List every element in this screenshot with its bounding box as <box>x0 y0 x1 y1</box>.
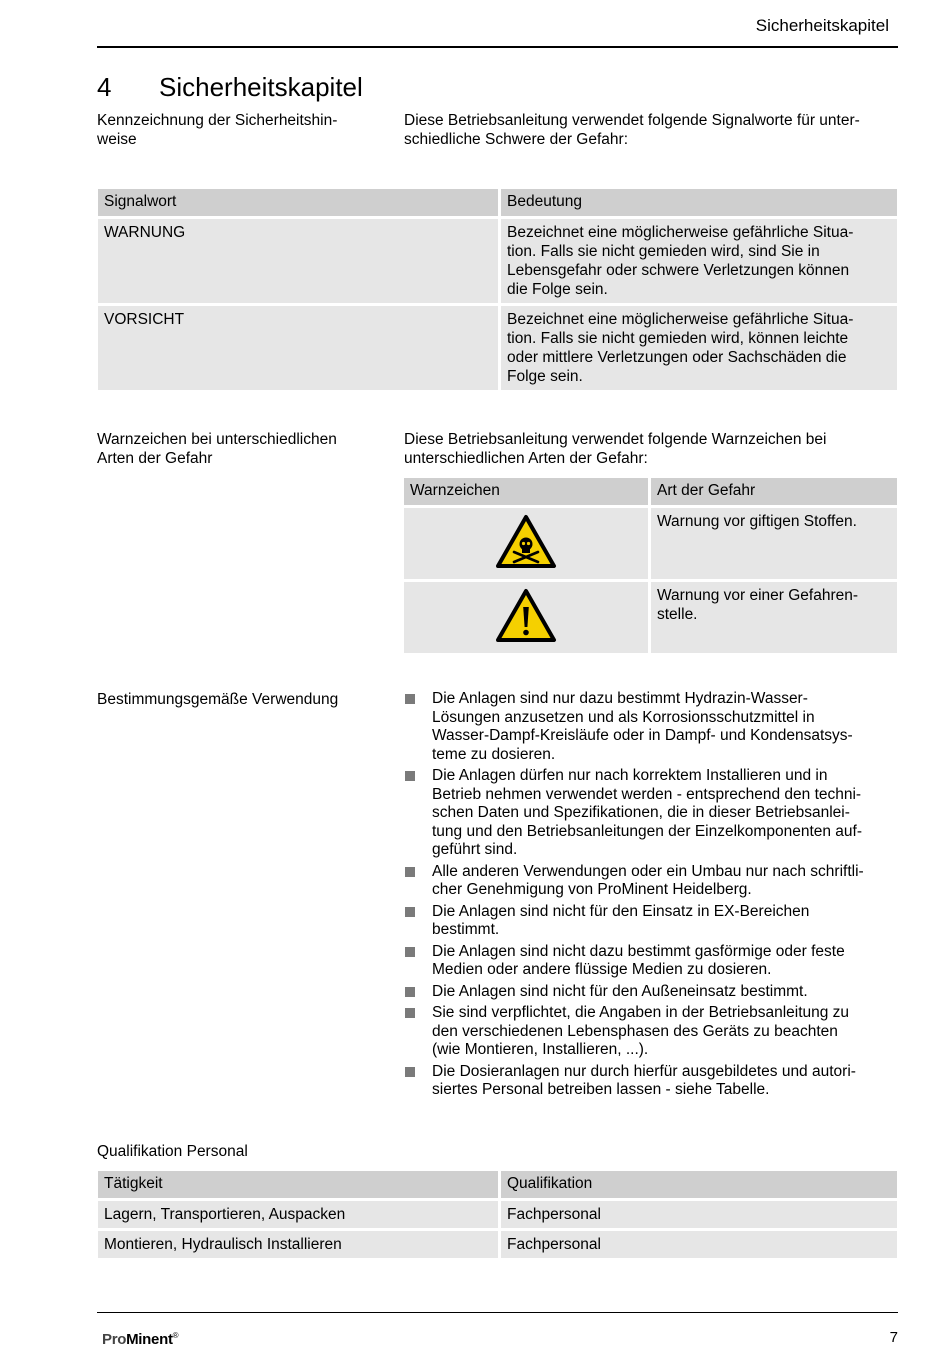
qualification-cell: Fachpersonal <box>501 1231 897 1258</box>
chapter-heading: Sicherheitskapitel <box>159 72 363 102</box>
bullet-square-icon <box>405 771 415 781</box>
table-row <box>404 508 897 579</box>
bullet-square-icon <box>405 987 415 997</box>
intended-use-heading: Bestimmungsgemäße Verwendung <box>97 691 339 708</box>
activity-cell: Montieren, Hydraulisch Installieren <box>98 1231 498 1258</box>
personnel-qualification-table <box>95 1168 900 1261</box>
table-header-row <box>98 1171 897 1198</box>
table-row <box>98 306 897 390</box>
table-header-cell: Tätigkeit <box>98 1171 498 1198</box>
list-item <box>404 983 898 1002</box>
logo-registered-mark: ® <box>172 1331 179 1340</box>
header-rule <box>97 46 898 48</box>
logo-minent-text: Minent <box>126 1331 173 1348</box>
bullet-square-icon <box>405 1008 415 1018</box>
bullet-square-icon <box>405 947 415 957</box>
hazard-symbols-intro: Diese Betriebsanleitung verwendet folgende Warnzeichen bei unterschiedlichen Arten der Gefahr: <box>404 431 827 467</box>
table-row <box>404 582 897 653</box>
symbol-cell <box>404 582 648 653</box>
signal-word-cell: WARNUNG <box>98 219 498 303</box>
page-number: 7 <box>889 1329 898 1346</box>
list-item-text: Die Anlagen sind nur dazu bestimmt Hydrazin-Wasser- Lösungen anzusetzen und als Korrosionsschutzmittel in Wasser-Dampf-Kreisläufe oder in Dampf- und Kondensatsys- teme zu dosieren. <box>432 690 853 763</box>
table-row <box>98 1201 897 1228</box>
table-row <box>98 1231 897 1258</box>
list-item-text: Die Anlagen sind nicht für den Einsatz in EX-Bereichen bestimmt. <box>432 902 810 938</box>
signal-words-table <box>95 186 900 393</box>
signal-word-cell: VORSICHT <box>98 306 498 390</box>
table-header-cell: Art der Gefahr <box>651 478 897 505</box>
list-item-text: Die Anlagen dürfen nur nach korrektem Installieren und in Betrieb nehmen verwendet werden - entsprechend den techni- schen Daten und Spezifikationen, die in dieser Betriebsanlei- tung und den Betriebsanleitungen der Einzelkomponenten auf- geführt sind. <box>432 767 863 858</box>
list-item-text: Die Anlagen sind nicht dazu bestimmt gasförmige oder feste Medien oder andere flüssige Medien zu dosieren. <box>432 942 845 978</box>
table-header-row <box>404 478 897 505</box>
footer-rule <box>97 1312 898 1313</box>
table-row <box>98 219 897 303</box>
signal-words-heading: Kennzeichnung der Sicherheitshin- weise <box>97 112 338 148</box>
symbol-cell <box>404 508 648 579</box>
bullet-square-icon <box>405 867 415 877</box>
list-item <box>404 1004 898 1060</box>
list-item-text: Die Anlagen sind nicht für den Außeneinsatz bestimmt. <box>432 982 808 1000</box>
meaning-cell: Bezeichnet eine möglicherweise gefährliche Situa- tion. Falls sie nicht gemieden wird, können leichte oder mittlere Verletzungen oder Sachschäden die Folge sein. <box>501 306 897 390</box>
logo-pro-text: Pro <box>102 1331 127 1348</box>
personnel-qualification-heading: Qualifikation Personal <box>97 1143 248 1160</box>
general-warning-icon <box>495 588 557 644</box>
list-item <box>404 1063 898 1100</box>
table-header-cell: Warnzeichen <box>404 478 648 505</box>
table-header-cell: Qualifikation <box>501 1171 897 1198</box>
running-header-title: Sicherheitskapitel <box>755 16 889 35</box>
intended-use-list <box>404 690 898 1103</box>
toxic-warning-icon <box>495 514 557 570</box>
list-item-text: Die Dosieranlagen nur durch hierfür ausgebildetes und autori- siertes Personal betreiben lassen - siehe Tabelle. <box>432 1062 856 1098</box>
bullet-square-icon <box>405 907 415 917</box>
list-item <box>404 690 898 764</box>
meaning-cell: Bezeichnet eine möglicherweise gefährliche Situa- tion. Falls sie nicht gemieden wird, sind Sie in Lebensgefahr oder schwere Verletzungen können die Folge sein. <box>501 219 897 303</box>
signal-words-intro: Diese Betriebsanleitung verwendet folgende Signalworte für unter- schiedliche Schwere der Gefahr: <box>404 112 860 148</box>
table-header-row <box>98 189 897 216</box>
list-item <box>404 943 898 980</box>
activity-cell: Lagern, Transportieren, Auspacken <box>98 1201 498 1228</box>
table-header-cell: Signalwort <box>98 189 498 216</box>
list-item-text: Alle anderen Verwendungen oder ein Umbau nur nach schriftli- cher Genehmigung von ProMinent Heidelberg. <box>432 862 864 898</box>
prominent-logo <box>102 1331 178 1348</box>
list-item <box>404 863 898 900</box>
hazard-type-cell: Warnung vor giftigen Stoffen. <box>651 508 897 579</box>
chapter-title <box>97 72 363 103</box>
hazard-symbols-table <box>401 475 900 656</box>
table-header-cell: Bedeutung <box>501 189 897 216</box>
list-item-text: Sie sind verpflichtet, die Angaben in der Betriebsanleitung zu den verschiedenen Lebensphasen des Geräts zu beachten (wie Montieren, Installieren, ...). <box>432 1004 850 1058</box>
hazard-type-cell: Warnung vor einer Gefahren- stelle. <box>651 582 897 653</box>
qualification-cell: Fachpersonal <box>501 1201 897 1228</box>
list-item <box>404 903 898 940</box>
hazard-symbols-heading: Warnzeichen bei unterschiedlichen Arten der Gefahr <box>97 431 337 467</box>
bullet-square-icon <box>405 694 415 704</box>
bullet-square-icon <box>405 1067 415 1077</box>
list-item <box>404 767 898 860</box>
chapter-number: 4 <box>97 72 112 102</box>
